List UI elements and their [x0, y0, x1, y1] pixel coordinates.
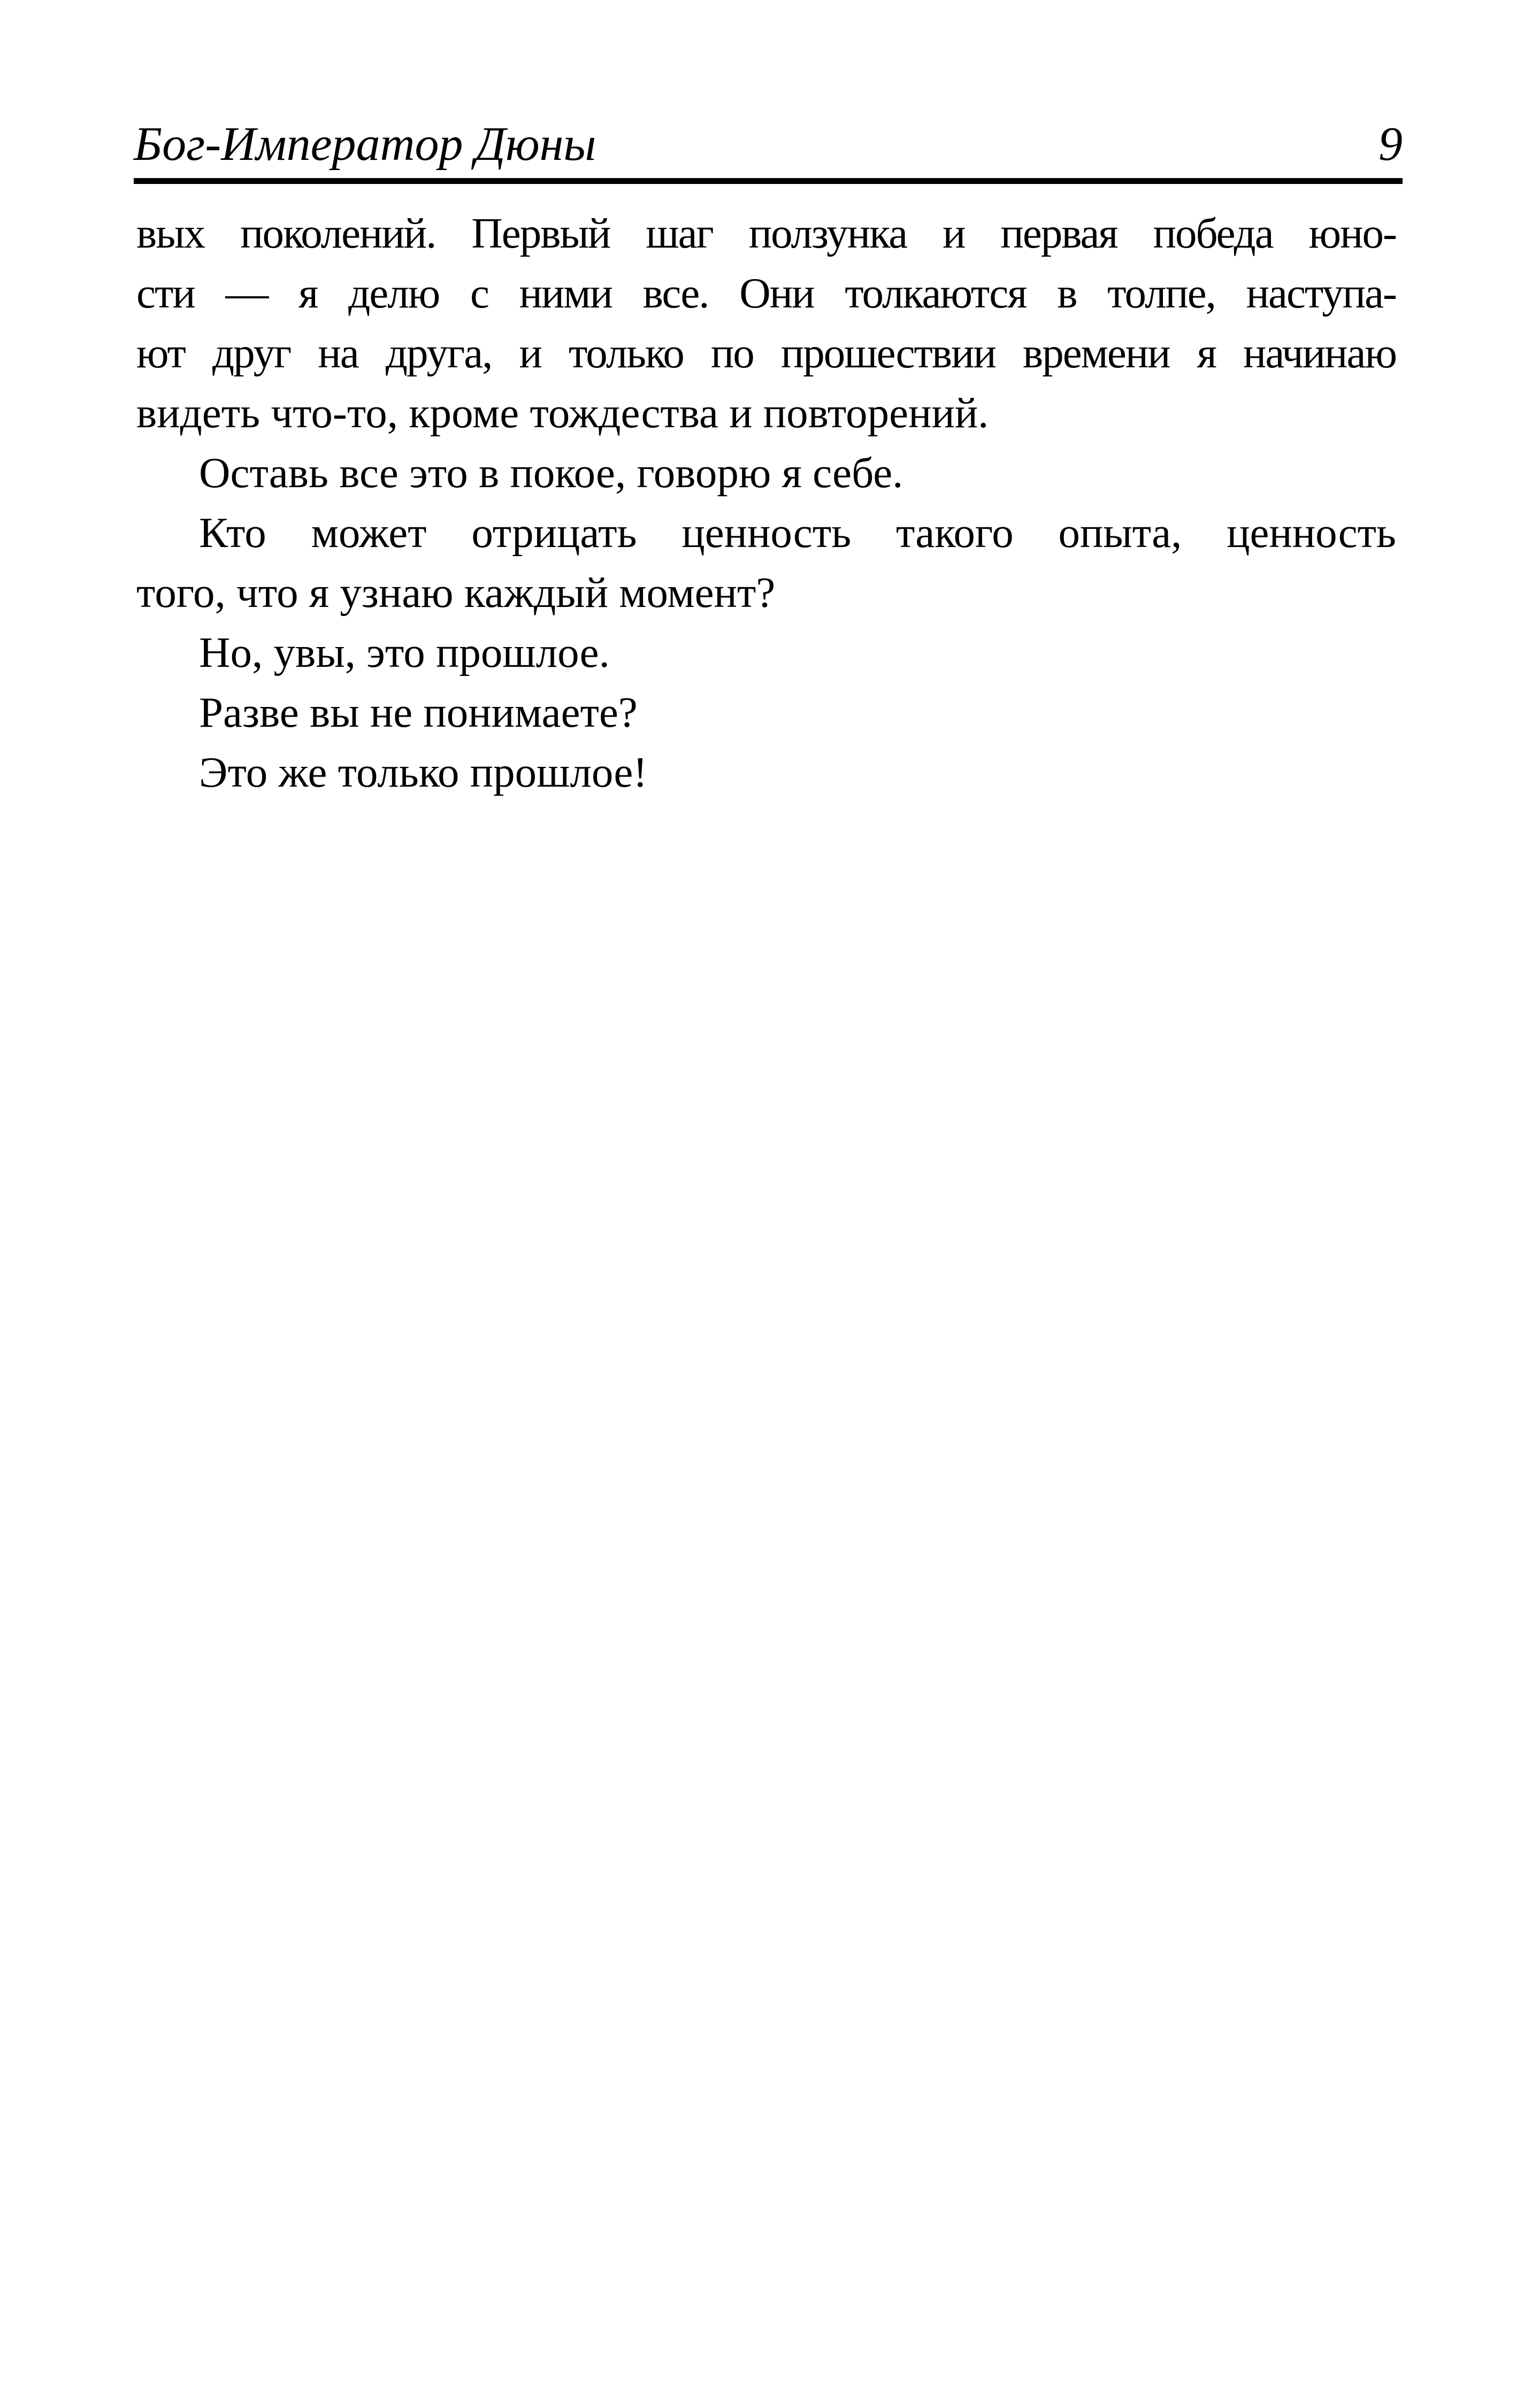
running-head	[134, 115, 1403, 174]
text-line: Но, увы, это прошлое.	[199, 628, 610, 676]
text-line: Разве вы не понимаете?	[199, 688, 638, 736]
running-title: Бог-Император Дюны	[134, 118, 596, 171]
text-line: ют друг на друга, и только по прошествии времени я начинаю	[136, 329, 1396, 377]
page-number: 9	[1378, 118, 1403, 171]
text-line: того, что я узнаю каждый момент?	[136, 568, 776, 617]
text-line: видеть что-то, кроме тождества и повторений.	[136, 389, 989, 437]
body-text	[136, 203, 1396, 802]
text-line: Это же только прошлое!	[199, 748, 648, 796]
header-rule	[134, 178, 1403, 184]
text-line: сти — я делю с ними все. Они толкаются в толпе, наступа-	[136, 269, 1396, 317]
text-line: Оставь все это в покое, говорю я себе.	[199, 449, 903, 497]
text-line: Кто может отрицать ценность такого опыта, ценность	[199, 509, 1396, 557]
text-line: вых поколений. Первый шаг ползунка и первая победа юно-	[136, 209, 1396, 257]
